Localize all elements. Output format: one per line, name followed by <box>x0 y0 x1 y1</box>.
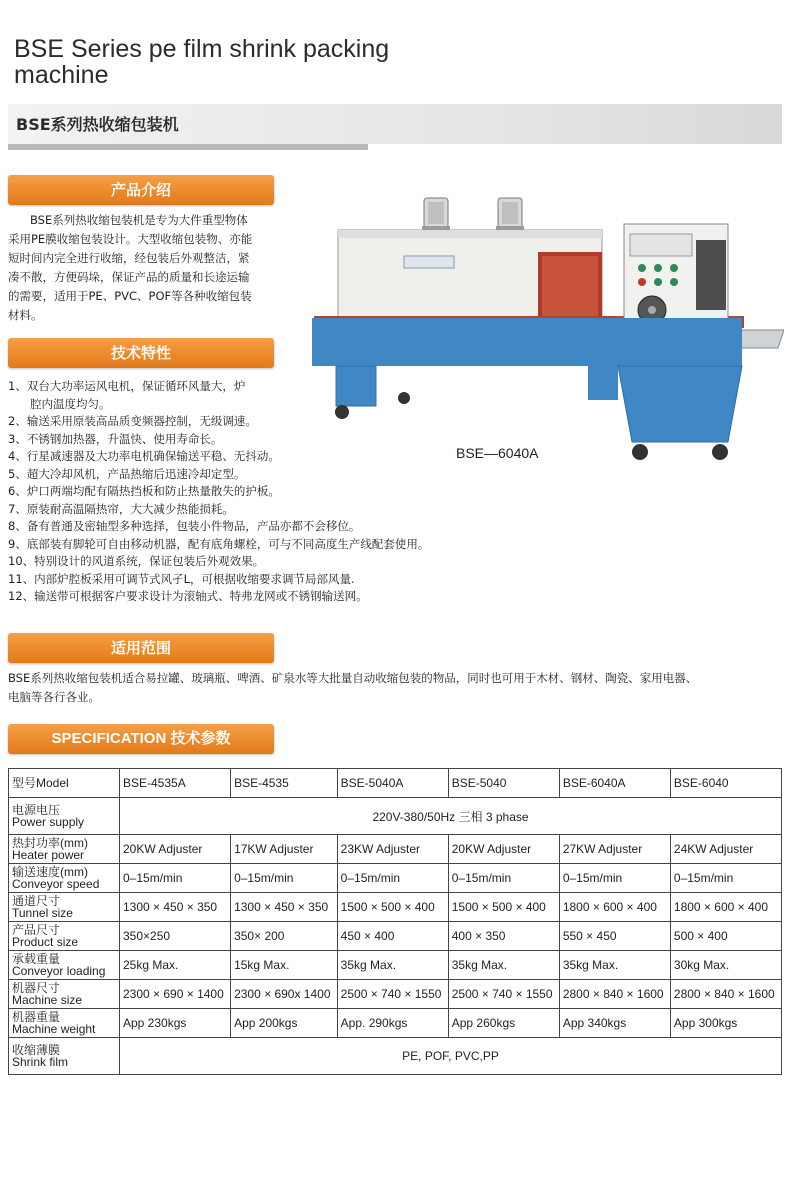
table-header-cell: BSE-4535 <box>231 769 338 798</box>
table-row <box>9 922 782 951</box>
table-cell: 2300 × 690 × 1400 <box>120 980 231 1009</box>
section-heading-features: 技术特性 <box>8 338 274 368</box>
table-cell: App 260kgs <box>448 1009 559 1038</box>
table-cell: 35kg Max. <box>448 951 559 980</box>
row-label-cn: 通道尺寸 <box>12 894 61 908</box>
intro-line: 的需要，适用于PE、PVC、POF等各种收缩包装 <box>8 289 252 303</box>
section-heading-spec: SPECIFICATION 技术参数 <box>8 724 274 754</box>
table-cell: 2800 × 840 × 1600 <box>670 980 781 1009</box>
table-cell: 1300 × 450 × 350 <box>120 893 231 922</box>
row-label-en: Heater power <box>12 848 85 862</box>
row-label-en: Machine size <box>12 993 83 1007</box>
table-cell: 500 × 400 <box>670 922 781 951</box>
page-title-en: BSE Series pe film shrink packing machine <box>14 35 390 89</box>
fan-motor-icon <box>496 198 524 232</box>
feature-item: 7、原装耐高温隔热帘，大大减少热能损耗。 <box>8 501 234 516</box>
page-title-cn: BSE系列热收缩包装机 <box>16 115 179 134</box>
row-label-en: Product size <box>12 935 79 949</box>
table-cell: 17KW Adjuster <box>231 835 338 864</box>
table-cell: App 200kgs <box>231 1009 338 1038</box>
table-cell: 27KW Adjuster <box>559 835 670 864</box>
table-header-cell: BSE-5040 <box>448 769 559 798</box>
section-heading-scope: 适用范围 <box>8 633 274 663</box>
table-header-cell: BSE-4535A <box>120 769 231 798</box>
title-bar-underline <box>8 144 368 150</box>
row-label-en: Machine weight <box>12 1022 96 1036</box>
section-heading-intro: 产品介绍 <box>8 175 274 205</box>
feature-item: 8、备有普通及密轴型多种选择，包装小件物品，产品亦都不会移位。 <box>8 519 361 533</box>
feature-item: 9、底部装有脚轮可自由移动机器，配有底角螺栓，可与不同高度生产线配套使用。 <box>8 536 430 551</box>
feature-item: 12、输送带可根据客户要求设计为滚轴式、特弗龙网或不锈钢输送网。 <box>8 589 368 603</box>
table-cell: 1500 × 500 × 400 <box>448 893 559 922</box>
row-label <box>9 798 120 835</box>
table-cell: 25kg Max. <box>120 951 231 980</box>
feature-item: 腔内温度均匀。 <box>30 396 111 411</box>
table-cell: 0–15m/min <box>231 864 338 893</box>
intro-line: BSE系列热收缩包装机是专为大件重型物体 <box>30 213 248 227</box>
table-cell: 23KW Adjuster <box>337 835 448 864</box>
table-cell: 20KW Adjuster <box>448 835 559 864</box>
table-cell: 350×250 <box>120 922 231 951</box>
table-cell: 350× 200 <box>231 922 338 951</box>
table-header-cell: 型号Model <box>9 769 120 798</box>
table-cell: App 230kgs <box>120 1009 231 1038</box>
table-cell: 35kg Max. <box>559 951 670 980</box>
table-cell: 2300 × 690x 1400 <box>231 980 338 1009</box>
row-label-en: Tunnel size <box>12 906 73 920</box>
row-label <box>9 980 120 1009</box>
row-label-cn: 输送速度(mm) <box>12 865 88 879</box>
table-row <box>9 769 782 798</box>
table-cell: PE, POF, PVC,PP <box>120 1038 782 1075</box>
scope-line: 电脑等各行各业。 <box>8 690 100 704</box>
intro-line: 凑不散，方便码垛，保证产品的质量和长途运输 <box>8 270 250 284</box>
scope-text <box>8 669 793 707</box>
table-row <box>9 893 782 922</box>
table-row <box>9 1009 782 1038</box>
machine-image <box>312 190 784 480</box>
row-label <box>9 922 120 951</box>
table-cell: 0–15m/min <box>559 864 670 893</box>
table-cell: 30kg Max. <box>670 951 781 980</box>
table-header-cell: BSE-5040A <box>337 769 448 798</box>
table-header-cell: BSE-6040A <box>559 769 670 798</box>
table-cell: App. 290kgs <box>337 1009 448 1038</box>
table-cell: 2500 × 740 × 1550 <box>448 980 559 1009</box>
table-cell: 0–15m/min <box>670 864 781 893</box>
feature-item: 10、特别设计的风道系统，保证包装后外观效果。 <box>8 554 265 568</box>
table-row <box>9 1038 782 1075</box>
intro-line: 采用PE膜收缩包装设计。大型收缩包装物、亦能 <box>8 232 253 246</box>
row-label-cn: 产品尺寸 <box>12 923 61 937</box>
row-label <box>9 835 120 864</box>
table-cell: 24KW Adjuster <box>670 835 781 864</box>
row-label <box>9 893 120 922</box>
table-cell: 0–15m/min <box>120 864 231 893</box>
row-label <box>9 1038 120 1075</box>
table-row <box>9 951 782 980</box>
table-cell: 1300 × 450 × 350 <box>231 893 338 922</box>
table-header-cell: BSE-6040 <box>670 769 781 798</box>
row-label-cn: 机器尺寸 <box>12 981 61 995</box>
row-label-cn: 承载重量 <box>12 952 61 966</box>
feature-item: 5、超大冷却风机，产品热缩后迅速冷却定型。 <box>8 466 246 481</box>
scope-line: BSE系列热收缩包装机适合易拉罐、玻璃瓶、啤酒、矿泉水等大批量自动收缩包装的物品，同时也可用于木材、钢材、陶瓷、家用电器、 <box>8 671 698 685</box>
row-label <box>9 951 120 980</box>
row-label-en: Shrink film <box>12 1055 69 1069</box>
row-label <box>9 1009 120 1038</box>
feature-item: 2、输送采用原装高品质变频器控制，无级调速。 <box>8 414 257 428</box>
row-label <box>9 864 120 893</box>
table-row <box>9 864 782 893</box>
table-cell: 35kg Max. <box>337 951 448 980</box>
table-cell: 550 × 450 <box>559 922 670 951</box>
table-row <box>9 980 782 1009</box>
table-row <box>9 798 782 835</box>
row-label-cn: 机器重量 <box>12 1010 61 1024</box>
fan-motor-icon <box>422 198 450 232</box>
table-cell: 0–15m/min <box>448 864 559 893</box>
row-label-cn: 电源电压 <box>12 803 61 817</box>
feature-item: 4、行星减速器及大功率电机确保输送平稳、无抖动。 <box>8 449 280 463</box>
table-cell: 20KW Adjuster <box>120 835 231 864</box>
table-cell: 220V-380/50Hz 三相 3 phase <box>120 798 782 835</box>
table-cell: 2800 × 840 × 1600 <box>559 980 670 1009</box>
table-cell: 2500 × 740 × 1550 <box>337 980 448 1009</box>
table-cell: App 340kgs <box>559 1009 670 1038</box>
table-cell: 450 × 400 <box>337 922 448 951</box>
intro-text <box>8 211 308 325</box>
table-cell: 400 × 350 <box>448 922 559 951</box>
table-cell: 1800 × 600 × 400 <box>559 893 670 922</box>
machine-model-caption: BSE—6040A <box>456 445 539 461</box>
table-row <box>9 835 782 864</box>
table-cell: App 300kgs <box>670 1009 781 1038</box>
row-label-cn: 收缩薄膜 <box>12 1043 61 1057</box>
table-cell: 15kg Max. <box>231 951 338 980</box>
row-label-en: Conveyor loading <box>12 964 106 978</box>
row-label-en: Power supply <box>12 815 85 829</box>
table-cell: 0–15m/min <box>337 864 448 893</box>
feature-item: 6、炉口两端均配有隔热挡板和防止热量散失的护板。 <box>8 484 280 498</box>
table-cell: 1800 × 600 × 400 <box>670 893 781 922</box>
spec-table <box>8 768 782 1075</box>
feature-item: 11、内部炉腔板采用可调节式风孑L，可根据收缩要求调节局部风量. <box>8 571 355 586</box>
row-label-cn: 热封功率(mm) <box>12 836 88 850</box>
feature-item: 1、双台大功率运风电机，保证循环风量大，炉 <box>8 379 246 393</box>
intro-line: 短时间内完全进行收缩，经包装后外观整洁，紧 <box>8 251 250 265</box>
intro-line: 材料。 <box>8 308 43 322</box>
feature-item: 3、不锈钢加热器，升温快、使用寿命长。 <box>8 431 223 446</box>
table-cell: 1500 × 500 × 400 <box>337 893 448 922</box>
row-label-en: Conveyor speed <box>12 877 100 891</box>
